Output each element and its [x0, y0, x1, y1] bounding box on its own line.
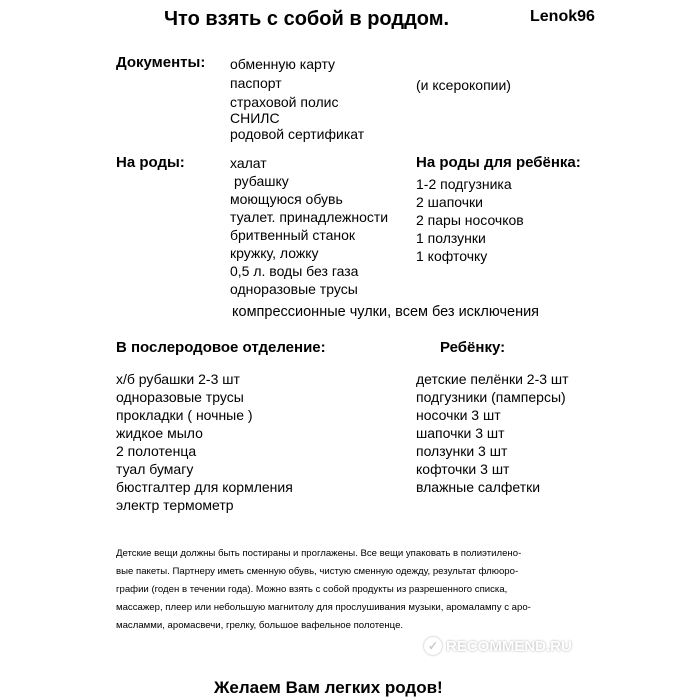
- username: Lenok96: [530, 8, 595, 25]
- list-item: кружку, ложку: [230, 245, 319, 261]
- list-item: жидкое мыло: [116, 425, 203, 441]
- notes-line: Детские вещи должны быть постираны и проглажены. Все вещи упаковать в полиэтилено-: [116, 548, 522, 559]
- page-title: Что взять с собой в роддом.: [164, 8, 450, 30]
- list-item: 1 кофточку: [416, 248, 488, 264]
- list-item: одноразовые трусы: [230, 281, 358, 297]
- list-item: 2 пары носочков: [416, 212, 524, 228]
- list-item: 1 ползунки: [416, 230, 486, 246]
- list-item: х/б рубашки 2-3 шт: [116, 371, 240, 387]
- notes-line: масламми, аромасвечи, грелку, большое вафельное полотенце.: [116, 620, 404, 631]
- list-item: паспорт: [230, 75, 282, 91]
- list-item: родовой сертификат: [230, 126, 365, 142]
- list-item: 2 шапочки: [416, 194, 483, 210]
- list-item: 2 полотенца: [116, 443, 197, 459]
- list-item: одноразовые трусы: [116, 389, 244, 405]
- birth-heading: На роды:: [116, 154, 185, 171]
- birth-child-heading: На роды для ребёнка:: [416, 154, 581, 171]
- list-item: носочки 3 шт: [416, 407, 501, 423]
- list-item: подгузники (памперсы): [416, 389, 566, 405]
- list-item: туал бумагу: [116, 461, 194, 477]
- list-item: бритвенный станок: [230, 227, 356, 243]
- copies-note: (и ксерокопии): [416, 77, 511, 93]
- notes-line: графии (годен в течении года). Можно взять с собой продукты из разрешенного списка,: [116, 584, 508, 595]
- notes-line: массажер, плеер или небольшую магнитолу для прослушивания музыки, аромалампу с аро-: [116, 602, 531, 613]
- list-item: СНИЛС: [230, 110, 280, 126]
- list-item: ползунки 3 шт: [416, 443, 508, 459]
- list-item: обменную карту: [230, 56, 336, 72]
- notes-line: вые пакеты. Партнеру иметь сменную обувь, чистую сменную одежду, результат флюоро-: [116, 566, 519, 577]
- baby-list: [416, 370, 569, 496]
- postpartum-heading: В послеродовое отделение:: [116, 339, 326, 356]
- notes-paragraph: [116, 545, 531, 635]
- list-item: рубашку: [234, 173, 289, 189]
- postpartum-list: [116, 370, 293, 514]
- list-item: 1-2 подгузника: [416, 176, 512, 192]
- list-item: электр термометр: [116, 497, 234, 513]
- list-item: шапочки 3 шт: [416, 425, 505, 441]
- list-item: туалет. принадлежности: [230, 209, 389, 225]
- list-item: влажные салфетки: [416, 479, 541, 495]
- baby-heading: Ребёнку:: [440, 339, 506, 356]
- list-item: моющуюся обувь: [230, 191, 343, 207]
- list-item: страховой полис: [230, 94, 339, 110]
- list-item: прокладки ( ночные ): [116, 407, 253, 423]
- watermark: [424, 637, 572, 655]
- list-item: кофточки 3 шт: [416, 461, 510, 477]
- documents-list: [230, 55, 364, 143]
- list-item: 0,5 л. воды без газа: [230, 263, 359, 279]
- list-item: бюстгалтер для кормления: [116, 479, 293, 495]
- compression-note: компрессионные чулки, всем без исключения: [232, 304, 540, 320]
- list-item: халат: [230, 155, 267, 171]
- watermark-text: RECOMMEND.RU: [446, 637, 572, 655]
- recommend-logo-icon: ✓: [424, 637, 442, 655]
- birth-list: [230, 154, 388, 298]
- birth-child-list: [416, 175, 524, 265]
- documents-heading: Документы:: [116, 54, 206, 71]
- list-item: детские пелёнки 2-3 шт: [416, 371, 569, 387]
- closing-wish: Желаем Вам легких родов!: [214, 678, 443, 697]
